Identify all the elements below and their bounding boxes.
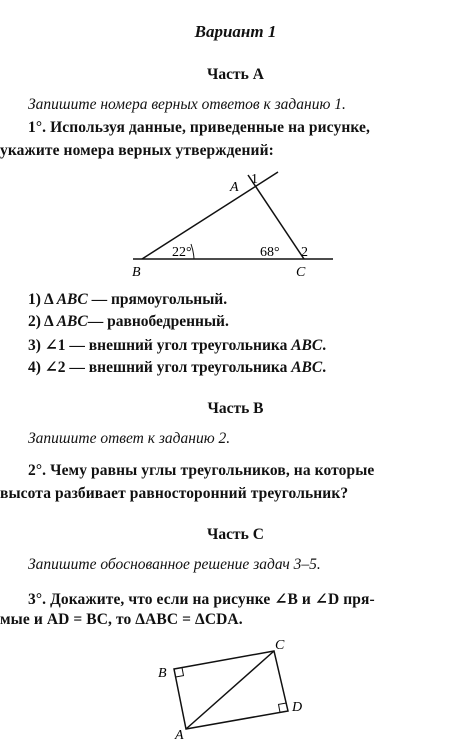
task2-line1: 2°. Чему равны углы треугольников, на которые xyxy=(28,462,375,479)
task1-line2: укажите номера верных утверждений: xyxy=(0,142,274,159)
label-angle-1: 1 xyxy=(251,172,258,187)
part-c-instruction: Запишите обоснованное решение задач 3–5. xyxy=(28,556,321,573)
label-b: B xyxy=(132,265,141,280)
label-angle-c-value: 68° xyxy=(260,245,280,260)
task2-line2: высота разбивает равносторонний треугольник? xyxy=(0,485,349,502)
quadrilateral-figure xyxy=(145,633,315,741)
label-c: C xyxy=(296,265,306,280)
task1-line1: 1°. Используя данные, приведенные на рисунке, xyxy=(28,119,370,136)
part-b-instruction: Запишите ответ к заданию 2. xyxy=(28,430,231,447)
part-b-heading: Часть В xyxy=(207,400,264,417)
label-a: A xyxy=(230,180,239,195)
part-a-heading: Часть А xyxy=(207,66,264,83)
label-b: B xyxy=(158,666,167,681)
option-2: 2) Δ ABC— равнобедренный. xyxy=(28,313,229,330)
task3-line2: мые и AD = BC, то ΔABC = ΔCDA. xyxy=(0,611,243,628)
option-3: 3) ∠1 — внешний угол треугольника ABC. xyxy=(28,337,327,354)
variant-title: Вариант 1 xyxy=(194,22,277,41)
part-a-instruction: Запишите номера верных ответов к заданию 1. xyxy=(28,96,346,113)
label-angle-b-value: 22° xyxy=(172,245,192,260)
option-1: 1) Δ ABC — прямоугольный. xyxy=(28,291,228,308)
option-4: 4) ∠2 — внешний угол треугольника ABC. xyxy=(28,359,327,376)
label-angle-2: 2 xyxy=(301,245,308,260)
diagonal-ac xyxy=(186,651,274,729)
part-c-heading: Часть С xyxy=(207,526,264,543)
triangle-figure xyxy=(120,165,350,283)
label-d: D xyxy=(292,700,303,715)
label-c: C xyxy=(275,638,285,653)
label-a: A xyxy=(175,728,184,741)
task3-line1: 3°. Докажите, что если на рисунке ∠B и ∠D пря- xyxy=(28,591,375,608)
